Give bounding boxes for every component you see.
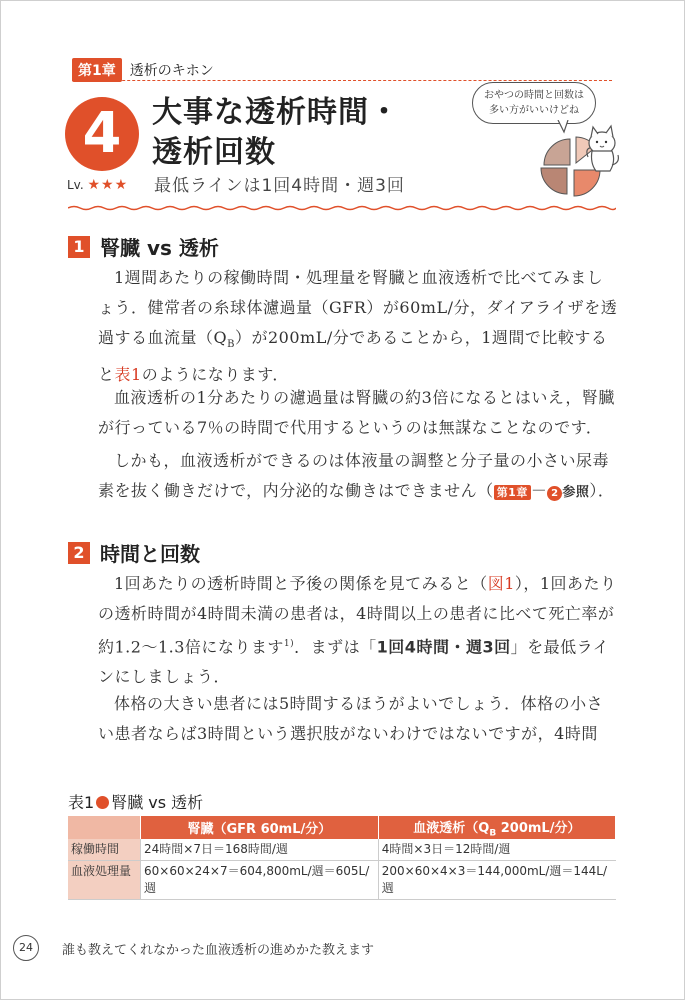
level-label: Lv. — [67, 178, 84, 192]
section-1-paragraph-2: 血液透析の1分あたりの濾過量は腎臓の約3倍になるとはいえ，腎臓が行っている7％の時間で代用するというのは無謀なことなのです． — [98, 388, 615, 437]
lesson-number: 4 — [65, 97, 139, 171]
cat-pie-illustration — [530, 115, 620, 210]
text-run: 200mL/分） — [496, 820, 581, 836]
section-1-paragraph-3 — [98, 446, 618, 508]
page-subtitle: 最低ラインは1回4時間・週3回 — [154, 176, 405, 196]
citation-superscript: 1) — [283, 639, 295, 649]
figure-1-reference[interactable]: 図1 — [487, 574, 515, 593]
section-2-number: 2 — [68, 542, 90, 564]
table-1-reference[interactable]: 表1 — [114, 365, 142, 385]
bubble-line-2: 多い方がいいけどね — [489, 105, 579, 116]
subscript: B — [227, 339, 235, 351]
table-cell: 24時間×7日＝168時間/週 — [141, 839, 379, 861]
text-run: のようになります． — [141, 365, 289, 385]
table-cell: 4時間×3日＝12時間/週 — [378, 839, 615, 861]
bullet-dot-icon — [96, 796, 109, 809]
text-run: 1回あたりの透析時間と予後の関係を見てみると（ — [114, 574, 488, 593]
dash: － — [530, 481, 548, 500]
book-title: 誰も教えてくれなかった血液透析の進めかた教えます — [62, 943, 375, 958]
table-row — [68, 839, 616, 861]
bubble-line-1: おやつの時間と回数は — [484, 90, 584, 101]
bubble-tail — [556, 120, 572, 134]
table-header-dialysis — [378, 816, 615, 839]
row-header: 稼働時間 — [68, 839, 141, 861]
table-caption — [68, 790, 203, 813]
header-rule — [72, 80, 612, 81]
section-2-title: 時間と回数 — [100, 542, 200, 566]
page-title — [152, 93, 400, 173]
section-1-heading — [68, 232, 219, 261]
table-caption-title: 腎臓 vs 透析 — [111, 793, 204, 812]
text-run: 血液透析（Q — [413, 820, 490, 836]
text-run: ）が200mL/分であることから，1週間で比較すると — [98, 328, 608, 385]
header-rule-bottom — [68, 205, 616, 211]
text-run: ）． — [589, 481, 615, 500]
section-reference-circle[interactable]: 2 — [547, 486, 562, 501]
chapter-title: 透析のキホン — [129, 63, 214, 79]
level-stars: ★★★ — [87, 177, 129, 193]
text-run: 」を最低ラインにしましょう． — [98, 637, 610, 687]
table-row — [68, 861, 616, 900]
reference-label: 参照 — [562, 485, 590, 500]
page-number: 24 — [13, 935, 39, 961]
table-cell: 60×60×24×7＝604,800mL/週＝605L/週 — [141, 861, 379, 900]
title-line-2: 透析回数 — [152, 135, 276, 170]
row-header: 血液処理量 — [68, 861, 141, 900]
chapter-badge: 第1章 — [72, 58, 122, 82]
section-1-title: 腎臓 vs 透析 — [100, 236, 219, 260]
section-1-paragraph-1 — [98, 263, 618, 390]
table-header-empty — [68, 816, 141, 839]
table-header-kidney: 腎臓（GFR 60mL/分） — [141, 816, 379, 839]
subscript: B — [489, 828, 497, 839]
text-run: ．まずは「 — [294, 637, 377, 657]
level-rating — [67, 177, 128, 193]
section-2-paragraph-2: 体格の大きい患者には5時間するほうがよいでしょう．体格の小さい患者ならば3時間という選択肢がないわけではないですが，4時間 — [98, 694, 604, 743]
section-2-heading — [68, 538, 200, 567]
table-cell: 200×60×4×3＝144,000mL/週＝144L/週 — [378, 861, 615, 900]
table-header-row — [68, 816, 616, 839]
bold-phrase: 1回4時間・週3回 — [376, 637, 511, 657]
text-run: しかも，血液透析ができるのは体液量の調整と分子量の小さい尿毒素を抜く働きだけで，内分泌的な働きはできません（ — [98, 451, 610, 500]
table-caption-prefix: 表1 — [68, 793, 95, 812]
chapter-tag — [72, 58, 214, 82]
text-run: 1週間あたりの稼働時間・処理量を腎臓と血液透析で比べてみましょう．健常者の糸球体濾過量（GFR）が60mL/分，ダイアライザを透過する血流量（Q — [98, 268, 618, 347]
title-line-1: 大事な透析時間・ — [152, 95, 400, 130]
section-2-paragraph-1 — [98, 569, 618, 692]
text-run: ），1回あたりの透析時間が4時間未満の患者は，4時間以上の患者に比べて死亡率が約1.2～1.3倍になります — [98, 574, 617, 657]
section-1-number: 1 — [68, 236, 90, 258]
comparison-table — [68, 816, 616, 900]
chapter-reference-chip[interactable]: 第1章 — [494, 485, 531, 500]
